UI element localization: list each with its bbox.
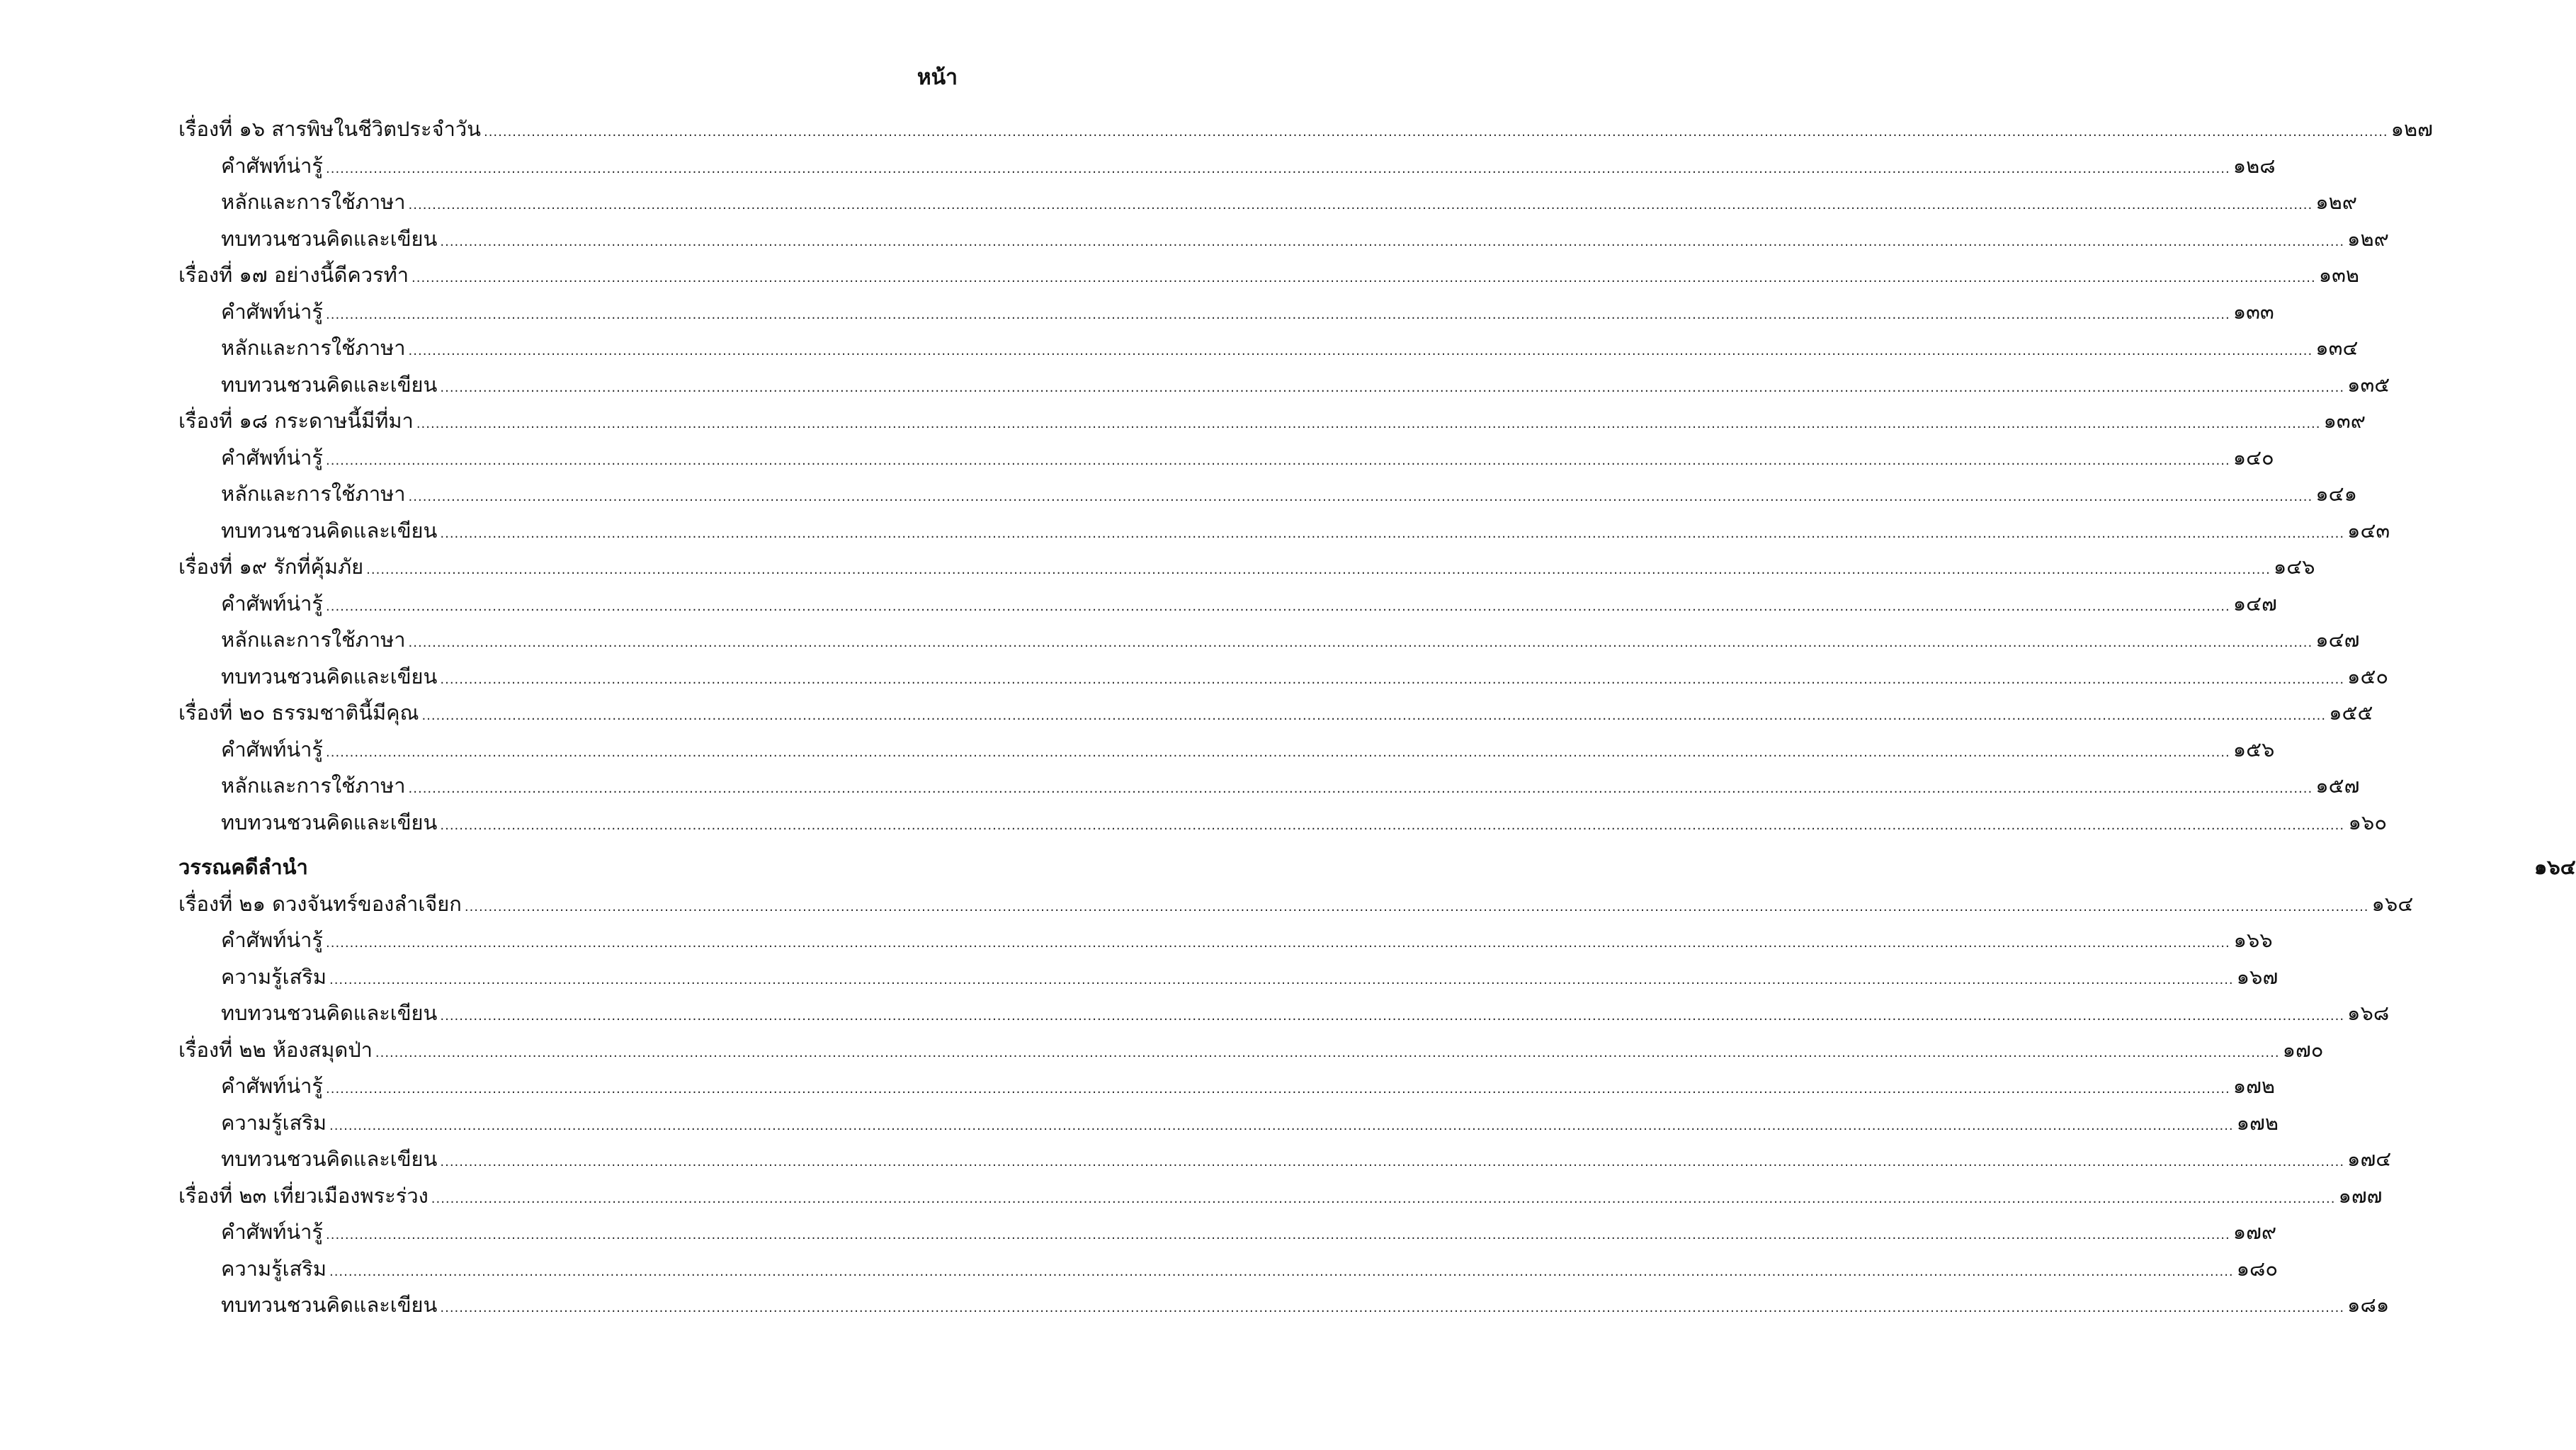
toc-subentry[interactable] bbox=[178, 622, 2360, 659]
toc-page-number: ๑๘๑ bbox=[2347, 1293, 2390, 1317]
toc-page-number: ๑๓๙ bbox=[2323, 409, 2366, 433]
toc-page-number: ๑๔๓ bbox=[2347, 518, 2390, 543]
toc-subentry[interactable] bbox=[178, 1105, 2279, 1142]
toc-entry-title: เรื่องที่ ๑๙ รักที่คุ้มภัย bbox=[178, 555, 364, 579]
toc-entry-title: เรื่องที่ ๒๒ ห้องสมุดป่า bbox=[178, 1037, 373, 1062]
toc-entry-title: ทบทวนชวนคิดและเขียน bbox=[221, 226, 438, 251]
page-column-label: หน้า bbox=[917, 65, 958, 90]
toc-entry-title: เรื่องที่ ๑๖ สารพิษในชีวิตประจำวัน bbox=[178, 117, 481, 141]
dot-leader: ................................................................................................................................................................................................................................................................................................................................................................................................................ bbox=[326, 1228, 2230, 1242]
dot-leader: ................................................................................................................................................................................................................................................................................................................................................................................................................ bbox=[440, 1155, 2345, 1169]
toc-entry-title: หลักและการใช้ภาษา bbox=[221, 190, 406, 214]
dot-leader: ................................................................................................................................................................................................................................................................................................................................................................................................................ bbox=[408, 344, 2313, 358]
toc-entry-title: หลักและการใช้ภาษา bbox=[221, 628, 406, 652]
toc-subentry[interactable] bbox=[178, 1251, 2279, 1288]
dot-leader: ................................................................................................................................................................................................................................................................................................................................................................................................................ bbox=[440, 380, 2345, 395]
toc-section-heading[interactable] bbox=[178, 849, 2576, 886]
dot-leader: ................................................................................................................................................................................................................................................................................................................................................................................................................ bbox=[464, 899, 2369, 914]
toc-subentry[interactable] bbox=[178, 330, 2359, 367]
toc-page-number: ๑๔๖ bbox=[2273, 555, 2315, 579]
toc-entry-title: คำศัพท์น่ารู้ bbox=[221, 1220, 324, 1244]
dot-leader: ................................................................................................................................................................................................................................................................................................................................................................................................................ bbox=[366, 562, 2271, 577]
toc-page-number: ๑๗๗ bbox=[2338, 1183, 2383, 1208]
toc-entry-title: คำศัพท์น่ารู้ bbox=[221, 445, 324, 470]
toc-subentry[interactable] bbox=[178, 221, 2389, 258]
toc-subentry[interactable] bbox=[178, 1287, 2390, 1324]
toc-subentry[interactable] bbox=[178, 476, 2357, 513]
toc-subentry[interactable] bbox=[178, 440, 2274, 477]
toc-page-number: ๑๖๖ bbox=[2233, 928, 2273, 952]
toc-subentry[interactable] bbox=[178, 1068, 2276, 1105]
toc-entry-title: เรื่องที่ ๒๓ เที่ยวเมืองพระร่วง bbox=[178, 1183, 429, 1208]
toc-page-number: ๑๖๗ bbox=[2236, 964, 2279, 989]
toc-entry-title: ทบทวนชวนคิดและเขียน bbox=[221, 518, 438, 543]
toc-subentry[interactable] bbox=[178, 1214, 2277, 1251]
toc-entry-title: ทบทวนชวนคิดและเขียน bbox=[221, 1293, 438, 1317]
dot-leader: ................................................................................................................................................................................................................................................................................................................................................................................................................ bbox=[408, 489, 2313, 504]
toc-chapter-entry[interactable] bbox=[178, 111, 2433, 148]
toc-page-number: ๑๗๐ bbox=[2282, 1037, 2324, 1062]
toc-entry-title: ความรู้เสริม bbox=[221, 1256, 327, 1281]
toc-page-number: ๑๕๖ bbox=[2232, 737, 2275, 761]
toc-entry-title: คำศัพท์น่ารู้ bbox=[221, 153, 324, 178]
toc-entry-title: คำศัพท์น่ารู้ bbox=[221, 591, 324, 616]
toc-subentry[interactable] bbox=[178, 995, 2390, 1032]
toc-chapter-entry[interactable] bbox=[178, 695, 2373, 732]
toc-page-number: ๑๗๒ bbox=[2236, 1110, 2279, 1135]
toc-subentry[interactable] bbox=[178, 294, 2274, 331]
toc-page-number: ๑๗๒ bbox=[2232, 1074, 2276, 1098]
dot-leader: ................................................................................................................................................................................................................................................................................................................................................................................................................ bbox=[326, 744, 2230, 760]
dot-leader: ................................................................................................................................................................................................................................................................................................................................................................................................................ bbox=[440, 817, 2345, 833]
toc-page-number: ๑๔๐ bbox=[2232, 445, 2274, 470]
toc-entry-title: ทบทวนชวนคิดและเขียน bbox=[221, 664, 438, 689]
toc-page-number: ๑๗๔ bbox=[2347, 1147, 2392, 1171]
toc-entry-title: หลักและการใช้ภาษา bbox=[221, 774, 406, 798]
toc-entry-title: เรื่องที่ ๒๑ ดวงจันทร์ของลำเจียก bbox=[178, 891, 462, 916]
toc-page-number: ๑๓๕ bbox=[2347, 372, 2390, 397]
toc-entry-title: เรื่องที่ ๑๗ อย่างนี้ดีควรทำ bbox=[178, 263, 409, 287]
dot-leader: ................................................................................................................................................................................................................................................................................................................................................................................................................ bbox=[329, 1264, 2234, 1279]
dot-leader: ................................................................................................................................................................................................................................................................................................................................................................................................................ bbox=[326, 307, 2230, 322]
toc-chapter-entry[interactable] bbox=[178, 403, 2366, 440]
dot-leader: ................................................................................................................................................................................................................................................................................................................................................................................................................ bbox=[408, 198, 2313, 213]
toc-chapter-entry[interactable] bbox=[178, 257, 2360, 294]
toc-page-number: ๑๔๗ bbox=[2232, 591, 2277, 616]
toc-entry-title: ทบทวนชวนคิดและเขียน bbox=[221, 1001, 438, 1025]
dot-leader: ................................................................................................................................................................................................................................................................................................................................................................................................................ bbox=[329, 1118, 2234, 1133]
dot-leader: ................................................................................................................................................................................................................................................................................................................................................................................................................ bbox=[329, 972, 2234, 987]
toc-page-number: ๑๓๓ bbox=[2232, 299, 2274, 324]
dot-leader: ................................................................................................................................................................................................................................................................................................................................................................................................................ bbox=[326, 161, 2230, 176]
toc-entry-title: เรื่องที่ ๑๘ กระดาษนี้มีที่มา bbox=[178, 409, 414, 433]
toc-page-number: ๑๕๗ bbox=[2315, 774, 2360, 798]
toc-page-number: ๑๒๘ bbox=[2232, 153, 2276, 178]
dot-leader: ................................................................................................................................................................................................................................................................................................................................................................................................................ bbox=[326, 1082, 2230, 1097]
toc-entry-title: ความรู้เสริม bbox=[221, 1110, 327, 1135]
toc-entry-title: คำศัพท์น่ารู้ bbox=[221, 299, 324, 324]
table-of-contents bbox=[178, 111, 2576, 1324]
dot-leader: ................................................................................................................................................................................................................................................................................................................................................................................................................ bbox=[440, 526, 2345, 541]
toc-page-number: ๑๓๔ bbox=[2315, 336, 2359, 360]
toc-page-number: ๑๓๒ bbox=[2318, 263, 2360, 287]
toc-entry-title: คำศัพท์น่ารู้ bbox=[221, 737, 324, 761]
dot-leader: ................................................................................................................................................................................................................................................................................................................................................................................................................ bbox=[440, 234, 2345, 249]
toc-entry-title: วรรณคดีลำนำ bbox=[178, 855, 308, 879]
dot-leader: ................................................................................................................................................................................................................................................................................................................................................................................................................ bbox=[421, 708, 2327, 723]
toc-subentry[interactable] bbox=[178, 959, 2279, 996]
dot-leader: ................................................................................................................................................................................................................................................................................................................................................................................................................ bbox=[440, 1301, 2345, 1315]
toc-chapter-entry[interactable] bbox=[178, 886, 2414, 923]
dot-leader: ................................................................................................................................................................................................................................................................................................................................................................................................................ bbox=[440, 1009, 2345, 1024]
toc-page-number: ๑๖๔ bbox=[2534, 855, 2576, 879]
toc-subentry[interactable] bbox=[178, 659, 2389, 696]
dot-leader: ................................................................................................................................................................................................................................................................................................................................................................................................................ bbox=[326, 453, 2230, 468]
toc-page-number: ๑๒๙ bbox=[2347, 226, 2389, 251]
toc-entry-title: ทบทวนชวนคิดและเขียน bbox=[221, 1147, 438, 1171]
toc-subentry[interactable] bbox=[178, 367, 2390, 404]
toc-entry-title: คำศัพท์น่ารู้ bbox=[221, 1074, 324, 1098]
toc-page-number: ๑๕๕ bbox=[2329, 701, 2373, 725]
toc-entry-title: หลักและการใช้ภาษา bbox=[221, 482, 406, 506]
dot-leader: ................................................................................................................................................................................................................................................................................................................................................................................................................ bbox=[483, 125, 2388, 140]
dot-leader: ................................................................................................................................................................................................................................................................................................................................................................................................................ bbox=[440, 672, 2345, 687]
dot-leader: ................................................................................................................................................................................................................................................................................................................................................................................................................ bbox=[375, 1045, 2280, 1060]
toc-page-number: ๑๗๙ bbox=[2232, 1220, 2277, 1244]
toc-chapter-entry[interactable] bbox=[178, 1178, 2383, 1215]
toc-entry-title: ทบทวนชวนคิดและเขียน bbox=[221, 372, 438, 397]
dot-leader: ................................................................................................................................................................................................................................................................................................................................................................................................................ bbox=[326, 599, 2230, 614]
toc-subentry[interactable] bbox=[178, 1141, 2392, 1178]
toc-page-number: ๑๖๘ bbox=[2347, 1001, 2390, 1025]
toc-entry-title: ความรู้เสริม bbox=[221, 964, 327, 989]
toc-entry-title: คำศัพท์น่ารู้ bbox=[221, 928, 324, 952]
dot-leader: ................................................................................................................................................................................................................................................................................................................................................................................................................ bbox=[408, 781, 2313, 796]
toc-subentry[interactable] bbox=[178, 922, 2273, 959]
toc-subentry[interactable] bbox=[178, 586, 2277, 623]
toc-chapter-entry[interactable] bbox=[178, 549, 2315, 586]
toc-page-number: ๑๒๙ bbox=[2315, 190, 2357, 214]
toc-entry-title: ทบทวนชวนคิดและเขียน bbox=[221, 810, 438, 834]
dot-leader: ................................................................................................................................................................................................................................................................................................................................................................................................................ bbox=[431, 1191, 2336, 1206]
dot-leader: ................................................................................................................................................................................................................................................................................................................................................................................................................ bbox=[326, 936, 2230, 951]
toc-subentry[interactable] bbox=[178, 732, 2275, 769]
toc-page-number: ๑๔๗ bbox=[2315, 628, 2360, 652]
toc-page-number: ๑๖๐ bbox=[2348, 810, 2388, 834]
toc-subentry[interactable] bbox=[178, 184, 2357, 221]
toc-page-number: ๑๔๑ bbox=[2315, 482, 2357, 506]
toc-page-number: ๑๘๐ bbox=[2236, 1256, 2279, 1281]
toc-subentry[interactable] bbox=[178, 768, 2360, 805]
toc-subentry[interactable] bbox=[178, 513, 2390, 550]
dot-leader: ................................................................................................................................................................................................................................................................................................................................................................................................................ bbox=[416, 417, 2321, 431]
toc-entry-title: หลักและการใช้ภาษา bbox=[221, 336, 406, 360]
toc-page-number: ๑๕๐ bbox=[2347, 664, 2389, 689]
toc-chapter-entry[interactable] bbox=[178, 1032, 2324, 1069]
toc-entry-title: เรื่องที่ ๒๐ ธรรมชาตินี้มีคุณ bbox=[178, 701, 419, 725]
toc-subentry[interactable] bbox=[178, 148, 2276, 185]
toc-page-number: ๑๒๗ bbox=[2390, 117, 2433, 141]
dot-leader: ................................................................................................................................................................................................................................................................................................................................................................................................................ bbox=[408, 635, 2313, 650]
dot-leader: ................................................................................................................................................................................................................................................................................................................................................................................................................ bbox=[412, 271, 2316, 285]
toc-page-number: ๑๖๔ bbox=[2371, 891, 2414, 916]
toc-subentry[interactable] bbox=[178, 805, 2388, 842]
